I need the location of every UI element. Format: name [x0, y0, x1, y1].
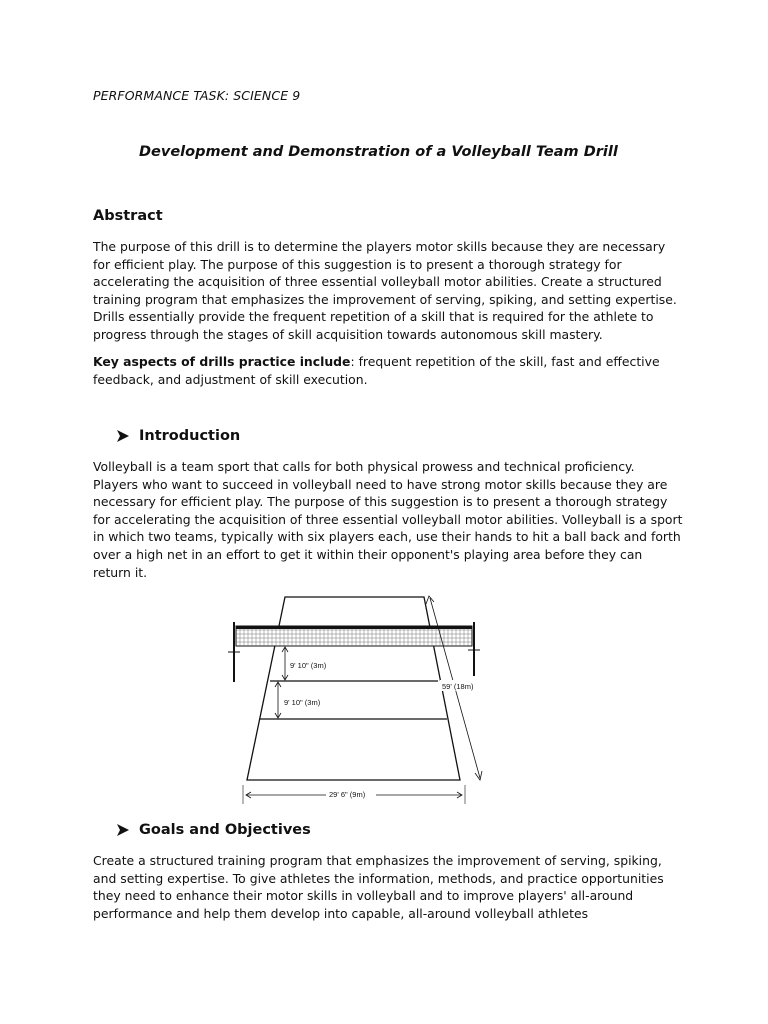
key-aspects-paragraph — [93, 353, 683, 388]
document-title: Development and Demonstration of a Volleyball Team Drill — [139, 144, 618, 160]
goals-heading — [116, 822, 311, 838]
court-width-label: 29' 6" (9m) — [329, 790, 366, 799]
introduction-heading-label: Introduction — [139, 428, 241, 444]
attack-zone-label-1: 9' 10" (3m) — [290, 661, 327, 670]
key-aspects-label: Key aspects of drills practice include — [93, 354, 351, 369]
introduction-heading — [116, 428, 240, 444]
key-aspects-text: : frequent repetition of the skill, fast and effective feedback, and adjustment of skill execution. — [93, 354, 660, 387]
arrow-bullet-icon — [116, 823, 130, 837]
attack-zone-label-2: 9' 10" (3m) — [284, 698, 321, 707]
court-length-label: 59' (18m) — [442, 682, 474, 691]
arrow-bullet-icon — [116, 429, 130, 443]
goals-heading-label: Goals and Objectives — [139, 822, 311, 838]
header-label: PERFORMANCE TASK: SCIENCE 9 — [93, 88, 301, 103]
volleyball-court-diagram — [222, 580, 497, 808]
goals-paragraph: Create a structured training program that emphasizes the improvement of serving, spiking, and setting expertise. To give athletes the information, methods, and practice opportunities they need to enhance their motor skills in volleyball and to improve players' all-around performance and help them develop into capable, all-around volleyball athletes — [93, 853, 664, 921]
abstract-heading: Abstract — [93, 208, 163, 224]
abstract-paragraph: The purpose of this drill is to determine the players motor skills because they are necessary for efficient play. The purpose of this suggestion is to present a thorough strategy for accelerating the acquisition of three essential volleyball motor abilities. Create a structured training program that emphasizes the improvement of serving, spiking, and setting expertise. Drills essentially provide the frequent repetition of a skill that is required for the athlete to progress through the stages of skill acquisition towards autonomous skill mastery. — [93, 239, 677, 342]
introduction-paragraph: Volleyball is a team sport that calls for both physical prowess and technical proficiency. Players who want to succeed in volleyball need to have strong motor skills because they are necessary for efficient play. The purpose of this suggestion is to present a thorough strategy for accelerating the acquisition of three essential volleyball motor abilities. Volleyball is a sport in which two teams, typically with six players each, use their hands to hit a ball back and forth over a high net in an effort to get it within their opponent's playing area before they can return it. — [93, 459, 683, 580]
